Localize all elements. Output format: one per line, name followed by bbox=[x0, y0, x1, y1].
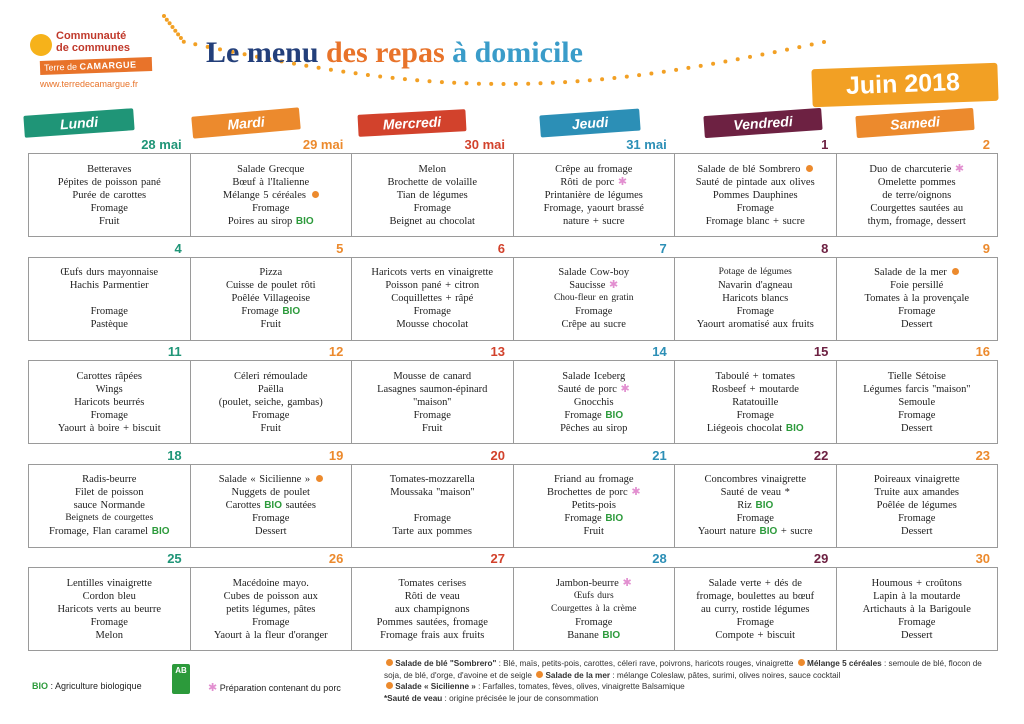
logo-line2: de communes bbox=[56, 42, 130, 54]
menu-line: Beignet au chocolat bbox=[389, 215, 475, 227]
menu-line: Lentilles vinaigrette bbox=[66, 577, 152, 589]
menu-line: Navarin d'agneau bbox=[718, 280, 793, 292]
menu-line: Dessert bbox=[901, 629, 933, 641]
menu-line: Tomates à la provençale bbox=[864, 293, 970, 305]
menu-line: Rosbeef + moutarde bbox=[711, 383, 799, 395]
menu-line: Fromage, yaourt brassé bbox=[543, 202, 644, 214]
day-header-mercredi: Mercredi bbox=[357, 109, 466, 137]
menu-cell bbox=[191, 361, 353, 443]
menu-line: Poireaux vinaigrette bbox=[873, 474, 960, 486]
menu-line: Jambon-beurre ✱ bbox=[555, 576, 632, 589]
orange-dot-icon bbox=[386, 659, 393, 666]
menu-line: Fromage bbox=[736, 409, 774, 421]
menu-line: Pastèque bbox=[90, 319, 128, 331]
menu-line: Sauté de veau * bbox=[720, 487, 790, 499]
menu-line: Cuisse de poulet rôti bbox=[225, 280, 316, 292]
menu-line: Bœuf à l'Italienne bbox=[232, 176, 310, 188]
menu-line: Yaourt à la fleur d'oranger bbox=[213, 629, 328, 641]
menu-line: Semoule bbox=[898, 396, 936, 408]
menu-line: Carottes BIO sautées bbox=[225, 500, 316, 512]
day-header-vendredi: Vendredi bbox=[703, 108, 822, 138]
menu-line: Fromage bbox=[252, 202, 290, 214]
menu-line: aux champignons bbox=[394, 603, 470, 615]
date-label: 13 bbox=[490, 344, 506, 360]
week-row bbox=[28, 550, 998, 654]
menu-line: Potage de légumes bbox=[718, 267, 792, 278]
menu-cell bbox=[191, 465, 353, 547]
menu-line: Fromage bbox=[736, 202, 774, 214]
menu-line: thym, fromage, dessert bbox=[867, 215, 966, 227]
menu-line: petits légumes, pâtes bbox=[226, 603, 316, 615]
orange-dot-icon bbox=[798, 659, 805, 666]
menu-line: Fromage bbox=[575, 616, 613, 628]
menu-cell bbox=[675, 465, 837, 547]
date-label: 7 bbox=[659, 240, 667, 256]
menu-line: Beignets de courgettes bbox=[65, 513, 154, 524]
menu-line: Sauté de pintade aux olives bbox=[695, 176, 815, 188]
legend-notes: Salade de blé "Sombrero" : Blé, maïs, petits-pois, carottes, céleri rave, poivrons, haricots rouges, vinaigrette Mélange 5 céréales : semoule de blé, flocon de soja, de blé, d'orge, d'avoine et de seigle Salade de la mer : mélange Coleslaw, pâtes, surimi, olives noires, sauce cocktail Salade « Sicilienne » : Farfalles, tomates, fèves, olives, vinaigrette Balsamique *Sauté de veau : origine précisée le jour de consommation bbox=[384, 659, 982, 703]
legend-pork: ✱ Préparation contenant du porc bbox=[208, 682, 341, 694]
menu-line: Salade Grecque bbox=[237, 163, 305, 175]
menu-line: Pommes Dauphines bbox=[712, 189, 798, 201]
menu-line: Betteraves bbox=[87, 163, 132, 175]
menu-line: Wings bbox=[95, 383, 123, 395]
menu-line: Fromage bbox=[736, 616, 774, 628]
menu-line: Carottes râpées bbox=[76, 370, 142, 382]
menu-line: Courgettes à la crème bbox=[551, 603, 637, 614]
menu-line: Haricots verts au beurre bbox=[57, 603, 162, 615]
menu-cell bbox=[29, 361, 191, 443]
menu-line: Tielle Sétoise bbox=[887, 370, 946, 382]
menu-line: Haricots blancs bbox=[722, 293, 789, 305]
menu-cell bbox=[837, 361, 999, 443]
menu-line: Salade Cow-boy bbox=[558, 267, 630, 279]
menu-line: Poêlée de légumes bbox=[876, 500, 957, 512]
menu-line: Fromage bbox=[252, 409, 290, 421]
date-label: 29 mai bbox=[302, 137, 344, 152]
day-header-samedi: Samedi bbox=[855, 108, 974, 138]
menu-line: Macédoine mayo. bbox=[232, 577, 309, 589]
menu-cell bbox=[675, 154, 837, 236]
menu-cell bbox=[352, 568, 514, 650]
menu-cell bbox=[191, 258, 353, 340]
menu-line: Melon bbox=[418, 163, 446, 175]
menu-cell bbox=[675, 258, 837, 340]
logo-tagline: Terre de CAMARGUE bbox=[40, 57, 152, 75]
orange-dot-icon bbox=[386, 682, 393, 689]
menu-line: Fromage bbox=[413, 306, 451, 318]
menu-line: Printanière de légumes bbox=[544, 189, 643, 201]
menu-line: Fromage, Flan caramel BIO bbox=[49, 526, 170, 538]
menu-line: Dessert bbox=[255, 526, 287, 538]
menu-line: Poires au sirop BIO bbox=[227, 215, 314, 227]
menu-line: Fromage frais aux fruits bbox=[380, 629, 485, 641]
menu-line: Ratatouille bbox=[732, 396, 779, 408]
date-label: 31 mai bbox=[626, 137, 667, 152]
date-label: 27 bbox=[490, 551, 506, 567]
menu-line: Liégeois chocolat BIO bbox=[706, 422, 804, 434]
menu-line: Fruit bbox=[260, 422, 281, 434]
orange-dot-icon bbox=[536, 671, 543, 678]
menu-line: Paëlla bbox=[257, 383, 284, 395]
logo-url[interactable]: www.terredecamargue.fr bbox=[40, 79, 139, 89]
week-row bbox=[28, 136, 998, 240]
menu-cell bbox=[29, 568, 191, 650]
date-label: 14 bbox=[652, 344, 667, 360]
logo-line1: Communauté bbox=[56, 30, 127, 42]
menu-line: Crêpe au sucre bbox=[561, 319, 626, 331]
menu-line: Fromage bbox=[898, 306, 936, 318]
menu-line: Fromage bbox=[898, 513, 936, 525]
menu-line: Fromage bbox=[90, 616, 128, 628]
menu-line: Yaourt à boire + biscuit bbox=[57, 422, 161, 434]
menu-line: Dessert bbox=[901, 319, 933, 331]
menu-cell bbox=[352, 154, 514, 236]
menu-cell bbox=[352, 258, 514, 340]
menu-line: nature + sucre bbox=[562, 215, 625, 227]
menu-line: Lasagnes saumon-épinard bbox=[377, 383, 488, 395]
date-label: 5 bbox=[336, 240, 344, 256]
ab-logo: AB bbox=[172, 664, 190, 694]
menu-line: Concombres vinaigrette bbox=[704, 474, 807, 486]
menu-line: Duo de charcuterie ✱ bbox=[869, 162, 965, 175]
date-label: 21 bbox=[652, 447, 667, 463]
menu-cell bbox=[837, 465, 999, 547]
menu-line: Nuggets de poulet bbox=[231, 487, 310, 499]
menu-line: Tian de légumes bbox=[396, 189, 468, 201]
month-badge: Juin 2018 bbox=[811, 63, 998, 107]
page-title: Le menu des repas à domicile bbox=[206, 36, 583, 69]
menu-line: ''maison'' bbox=[413, 396, 452, 408]
day-header-jeudi: Jeudi bbox=[539, 109, 640, 138]
menu-line: Tomates cerises bbox=[398, 577, 467, 589]
menu-line: fromage, boulettes au bœuf bbox=[696, 590, 815, 602]
menu-line: Fromage bbox=[90, 409, 128, 421]
menu-line: Salade Iceberg bbox=[562, 370, 626, 382]
menu-line: Mousse de canard bbox=[393, 370, 472, 382]
legend-bio: BIO : Agriculture biologique bbox=[32, 681, 142, 691]
menu-line: Dessert bbox=[901, 526, 933, 538]
menu-line: Fromage bbox=[413, 202, 451, 214]
menu-line: (poulet, seiche, gambas) bbox=[218, 396, 323, 408]
menu-line: Fromage bbox=[252, 513, 290, 525]
menu-line: Taboulé + tomates bbox=[715, 370, 795, 382]
menu-line: Brochettes de porc ✱ bbox=[546, 486, 641, 499]
date-label: 4 bbox=[174, 240, 182, 256]
menu-line: Friand au fromage bbox=[553, 474, 634, 486]
menu-line: Pizza bbox=[259, 267, 283, 279]
menu-line: Céleri rémoulade bbox=[233, 370, 308, 382]
date-label: 22 bbox=[813, 447, 829, 463]
menu-line: Fromage BIO bbox=[241, 306, 301, 318]
date-label: 11 bbox=[167, 344, 182, 360]
menu-cell bbox=[191, 568, 353, 650]
menu-line: Fromage bbox=[90, 202, 128, 214]
menu-cell bbox=[837, 154, 999, 236]
menu-line: Sauté de porc ✱ bbox=[557, 382, 630, 395]
menu-line: Petits-pois bbox=[571, 500, 616, 512]
date-label: 20 bbox=[490, 447, 506, 463]
date-label: 19 bbox=[328, 447, 344, 463]
menu-line: Salade verte + dés de bbox=[708, 577, 802, 589]
date-label: 30 bbox=[975, 551, 991, 567]
date-label: 16 bbox=[975, 344, 991, 360]
menu-line: Fromage bbox=[736, 306, 774, 318]
menu-line: Truite aux amandes bbox=[874, 487, 959, 499]
menu-cell bbox=[352, 465, 514, 547]
menu-line: Tarte aux pommes bbox=[392, 526, 472, 538]
menu-cell bbox=[514, 361, 676, 443]
menu-cell bbox=[29, 154, 191, 236]
date-label: 25 bbox=[167, 551, 182, 567]
date-label: 8 bbox=[821, 240, 829, 256]
menu-cell bbox=[352, 361, 514, 443]
date-label: 15 bbox=[813, 344, 829, 360]
menu-line: Fromage bbox=[413, 409, 451, 421]
menu-line: Mousse chocolat bbox=[396, 319, 469, 331]
menu-line: Mélange 5 céréales bbox=[223, 189, 319, 202]
day-header-lundi: Lundi bbox=[23, 108, 134, 138]
menu-line: Fromage bbox=[252, 616, 290, 628]
date-label: 28 mai bbox=[141, 137, 182, 152]
date-label: 6 bbox=[497, 240, 506, 256]
menu-line: Saucisse ✱ bbox=[569, 279, 619, 292]
menu-line: Chou-fleur en gratin bbox=[553, 293, 634, 304]
week-row bbox=[28, 343, 998, 447]
day-header-mardi: Mardi bbox=[191, 107, 301, 138]
menu-line: Omelette pommes bbox=[877, 176, 956, 188]
logo bbox=[30, 26, 160, 96]
menu-line: Fruit bbox=[583, 526, 604, 538]
menu-cell bbox=[29, 258, 191, 340]
date-label: 30 mai bbox=[464, 137, 506, 152]
date-label: 23 bbox=[975, 447, 991, 463]
menu-line: Légumes farcis ''maison'' bbox=[863, 383, 971, 395]
date-label: 12 bbox=[328, 344, 344, 360]
menu-line: Artichauts à la Barigoule bbox=[862, 603, 971, 615]
menu-line: Haricots verts en vinaigrette bbox=[371, 267, 494, 279]
menu-line: Fromage bbox=[413, 513, 451, 525]
menu-cell bbox=[29, 465, 191, 547]
menu-line: Courgettes sautées au bbox=[870, 202, 964, 214]
menu-line: Poêlée Villageoise bbox=[231, 293, 311, 305]
menu-line: Coquillettes + râpé bbox=[391, 293, 474, 305]
menu-line: Fromage BIO bbox=[564, 409, 624, 421]
menu-line: Pêches au sirop bbox=[560, 422, 628, 434]
menu-line: Yaourt aromatisé aux fruits bbox=[696, 319, 814, 331]
menu-line: Rôti de veau bbox=[404, 590, 460, 602]
menu-line: Salade « Sicilienne » bbox=[219, 473, 323, 486]
menu-line: Banane BIO bbox=[567, 629, 621, 641]
menu-cell bbox=[837, 568, 999, 650]
menu-line: Poisson pané + citron bbox=[385, 280, 480, 292]
menu-line: au curry, rostide légumes bbox=[701, 603, 810, 615]
date-label: 28 bbox=[652, 551, 667, 567]
date-label: 26 bbox=[328, 551, 344, 567]
menu-line: Hachis Parmentier bbox=[69, 280, 149, 292]
menu-cell bbox=[675, 568, 837, 650]
menu-line: Cubes de poisson aux bbox=[223, 590, 318, 602]
menu-line: Melon bbox=[95, 629, 123, 641]
menu-line: Brochette de volaille bbox=[387, 176, 477, 188]
date-label: 29 bbox=[813, 551, 829, 567]
date-label: 1 bbox=[821, 137, 829, 152]
menu-cell bbox=[514, 258, 676, 340]
menu-line: Pépites de poisson pané bbox=[57, 176, 161, 188]
menu-line: Fromage bbox=[575, 306, 613, 318]
menu-line: Fromage bbox=[898, 616, 936, 628]
menu-line: Fromage BIO bbox=[564, 513, 624, 525]
menu-line: Cordon bleu bbox=[82, 590, 136, 602]
legend bbox=[32, 654, 992, 724]
menu-line: de terre/oignons bbox=[882, 189, 952, 201]
menu-cell bbox=[514, 568, 676, 650]
menu-line: Fruit bbox=[99, 215, 120, 227]
menu-grid bbox=[28, 136, 998, 654]
menu-line: Houmous + croûtons bbox=[871, 577, 962, 589]
menu-line: Radis-beurre bbox=[82, 474, 137, 486]
menu-cell bbox=[675, 361, 837, 443]
date-label: 18 bbox=[167, 447, 182, 463]
menu-line: Œufs durs mayonnaise bbox=[60, 267, 159, 279]
menu-line: Fromage bbox=[90, 306, 128, 318]
menu-line: Dessert bbox=[901, 422, 933, 434]
menu-line: Fromage bbox=[736, 513, 774, 525]
menu-line: Fromage blanc + sucre bbox=[705, 215, 805, 227]
menu-line: Fromage bbox=[898, 409, 936, 421]
menu-cell bbox=[191, 154, 353, 236]
menu-line: Purée de carottes bbox=[72, 189, 147, 201]
menu-line: Lapin à la moutarde bbox=[873, 590, 961, 602]
menu-line: Filet de poisson bbox=[74, 487, 144, 499]
menu-line: Crêpe au fromage bbox=[555, 163, 633, 175]
menu-line: Moussaka ''maison'' bbox=[390, 487, 475, 499]
menu-cell bbox=[837, 258, 999, 340]
menu-line: Riz BIO bbox=[737, 500, 774, 512]
menu-line: Pommes sautées, fromage bbox=[376, 616, 488, 628]
menu-line: sauce Normande bbox=[73, 500, 145, 512]
menu-cell bbox=[514, 465, 676, 547]
date-label: 9 bbox=[982, 240, 991, 256]
sun-icon bbox=[30, 34, 52, 56]
menu-line: Fruit bbox=[260, 319, 281, 331]
menu-line: Haricots beurrés bbox=[74, 396, 145, 408]
week-row bbox=[28, 447, 998, 551]
menu-line: Fruit bbox=[422, 422, 443, 434]
menu-line: Foie persillé bbox=[890, 280, 944, 292]
date-label: 2 bbox=[982, 137, 991, 152]
menu-line: Tomates-mozzarella bbox=[389, 474, 475, 486]
pork-icon: ✱ bbox=[208, 682, 218, 694]
menu-line: Œufs durs bbox=[573, 590, 614, 601]
menu-line: Gnocchis bbox=[573, 396, 614, 408]
menu-line: Compote + biscuit bbox=[715, 629, 796, 641]
week-row bbox=[28, 240, 998, 344]
menu-line: Yaourt nature BIO + sucre bbox=[697, 526, 813, 538]
menu-line: Salade de blé Sombrero bbox=[697, 163, 813, 176]
menu-line: Rôti de porc ✱ bbox=[560, 175, 628, 188]
menu-cell bbox=[514, 154, 676, 236]
menu-line: Salade de la mer bbox=[874, 266, 959, 279]
